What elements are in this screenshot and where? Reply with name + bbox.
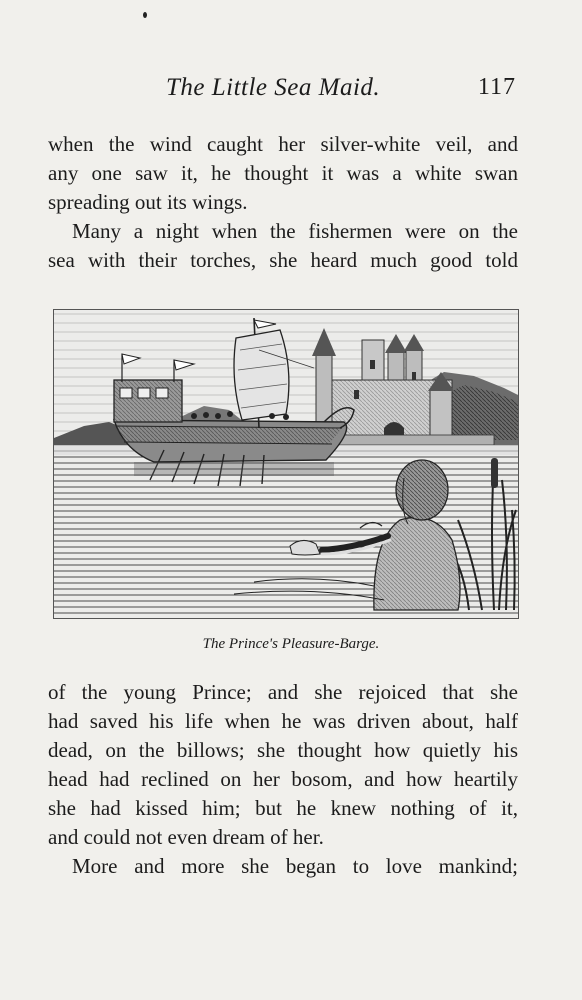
running-head bbox=[48, 74, 518, 108]
text-block-bottom bbox=[48, 678, 518, 881]
text-line: any one saw it, he thought it was a white swan bbox=[48, 161, 518, 185]
text-line: had saved his life when he was driven about, half bbox=[48, 709, 518, 733]
illustration-princes-barge bbox=[53, 309, 519, 619]
text-line: she had kissed him; but he knew nothing of it, bbox=[48, 796, 518, 820]
text-line: head had reclined on her bosom, and how heartily bbox=[48, 767, 518, 791]
page-number: 117 bbox=[477, 74, 516, 100]
text-line: More and more she began to love mankind; bbox=[72, 854, 518, 878]
text-line: and could not even dream of her. bbox=[48, 825, 324, 849]
text-block-top bbox=[48, 130, 518, 275]
text-line: spreading out its wings. bbox=[48, 190, 248, 214]
running-title: The Little Sea Maid. bbox=[166, 74, 381, 101]
text-line: when the wind caught her silver-white veil, and bbox=[48, 132, 518, 156]
text-line: of the young Prince; and she rejoiced that she bbox=[48, 680, 518, 704]
engraving bbox=[54, 310, 518, 618]
figure-caption: The Prince's Pleasure-Barge. bbox=[202, 636, 380, 652]
text-line: Many a night when the fishermen were on the bbox=[72, 219, 518, 243]
text-line: sea with their torches, she heard much good told bbox=[48, 248, 518, 272]
text-line: dead, on the billows; she thought how quietly his bbox=[48, 738, 518, 762]
print-speck bbox=[143, 12, 147, 18]
